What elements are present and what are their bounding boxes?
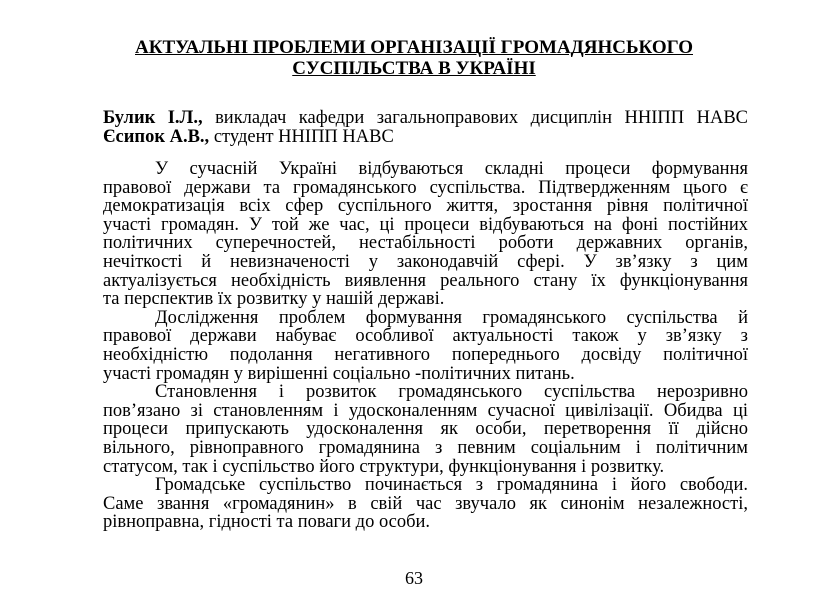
page-number: 63 [405, 568, 423, 588]
text-line: участі громадян. У той же час, ці процеси відбуваються на фоні постійних [103, 214, 748, 235]
article-title [90, 37, 738, 79]
author-name: Булик І.Л., [103, 108, 203, 128]
text-line: та перспектив їх розвитку у нашій державі. [103, 289, 445, 310]
text-line: демократизація всіх сфер суспільного життя, зростання рівня політичної [103, 196, 748, 217]
paragraph [103, 383, 748, 476]
text-line: участі громадян у вирішенні соціально -політичних питань. [103, 363, 575, 384]
text-line: правової держави набуває особливої актуальності також у зв’язку з [103, 326, 748, 347]
text-line: Дослідження проблем формування громадянського суспільства й [155, 307, 748, 328]
authors-block [103, 109, 748, 147]
paragraph [103, 476, 748, 532]
text-line: нечіткості й невизначеності у законодавчій сфері. У зв’язку з цим [103, 251, 748, 272]
text-line: актуалізується необхідність виявлення реального стану їх функціонування [103, 270, 748, 291]
text-line: Становлення і розвиток громадянського суспільства нерозривно [155, 382, 748, 403]
author-role: викладач кафедри загальноправових дисциплін ННІПП НАВС [202, 108, 748, 128]
article-title-line-1: АКТУАЛЬНІ ПРОБЛЕМИ ОРГАНІЗАЦІЇ ГРОМАДЯНСЬКОГО [135, 37, 693, 58]
author-role: студент ННІПП НАВС [209, 127, 394, 147]
text-line: У сучасній Україні відбуваються складні процеси формування [155, 159, 748, 179]
text-line: пов’язано зі становленням і удосконаленням сучасної цивілізації. Обидва ці [103, 400, 748, 421]
text-line: процеси припускають удосконалення як особи, перетворення її дійсно [103, 419, 748, 440]
text-line: необхідністю подолання негативного попереднього досвіду політичної [103, 344, 748, 365]
text-line: Саме звання «громадянин» в свій час звучало як синонім незалежності, [103, 493, 748, 514]
text-line: рівноправна, гідності та поваги до особи. [103, 512, 431, 533]
article-title-line-2: СУСПІЛЬСТВА В УКРАЇНІ [292, 58, 536, 79]
author-line [103, 109, 748, 128]
text-line: правової держави та громадянського суспільства. Підтвердженням цього є [103, 177, 748, 198]
author-name: Єсипок А.В., [103, 127, 210, 147]
text-line: статусом, так і суспільство його структури, функціонування і розвитку. [103, 456, 665, 477]
paragraph [103, 309, 748, 383]
text-line: політичних суперечностей, нестабільності роботи державних органів, [103, 233, 748, 254]
paragraph [103, 160, 748, 309]
text-line: Громадське суспільство починається з громадянина і його свободи. [155, 475, 748, 496]
article-body [103, 160, 748, 532]
author-line [103, 128, 748, 147]
text-line: вільного, рівноправного громадянина з певним соціальним і політичним [103, 437, 748, 458]
